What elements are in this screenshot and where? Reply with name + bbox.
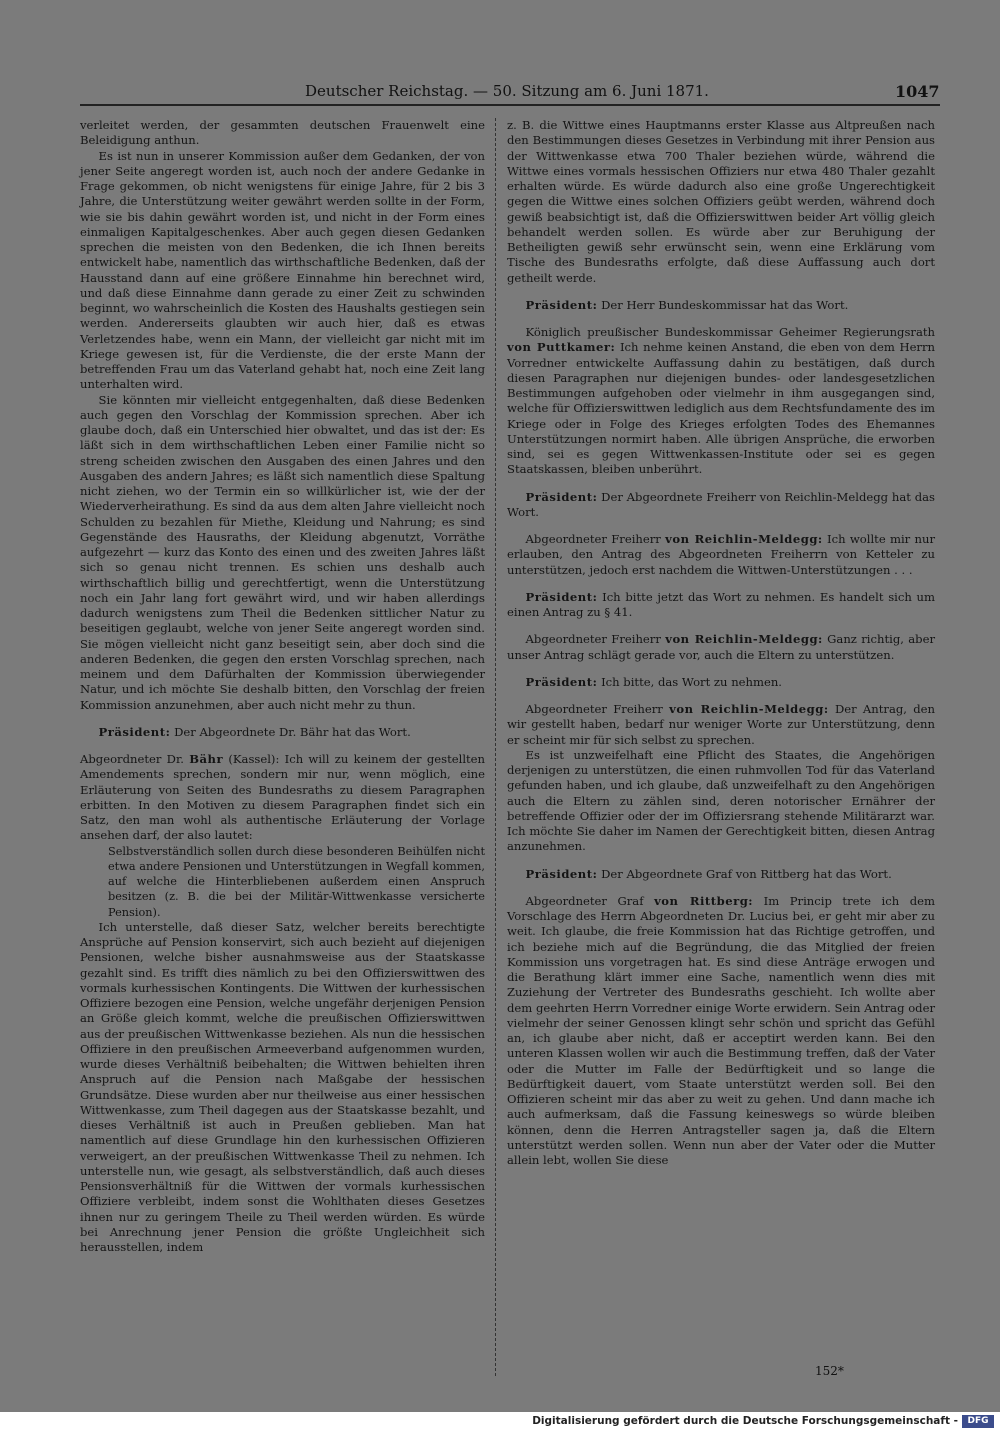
running-title: Deutscher Reichstag. — 50. Sitzung am 6. Juni 1871. (305, 82, 709, 100)
column-divider (495, 118, 497, 1376)
speaker-name: Präsident: (98, 724, 171, 739)
speaker-name: von Reichlin-Meldegg: (665, 632, 823, 647)
speaker-name: von Reichlin-Meldegg: (669, 702, 829, 716)
paragraph: verleitet werden, der gesammten deutschen Frauenwelt eine Beleidigung anthun. (80, 118, 485, 148)
paragraph (507, 702, 935, 748)
paragraph: Es ist nun in unserer Kommission außer dem Gedanken, der von jener Seite angeregt worden ist, auch noch der andere Gedanke in Frage gekommen, ob nicht wenigstens für einige Jahre, für 2 bis 3 Jahre, die Unterstützung weiter gewährt werden sollte in der Form, wie sie bis dahin gewährt worden ist, und nicht in der Form eines einmaligen Kapitalgeschenkes. Aber auch gegen diesen Gedanken sprechen die meisten von den Bedenken, die ich Ihnen bereits entwickelt habe, namentlich das wirthschaftliche Bedenken, daß der Hausstand dann auf eine größere Einnahme hin berechnet wird, und daß diese Einnahme dann gerade zu einer Zeit zu schwinden beginnt, wo wahrscheinlich die Kosten des Haushalts gestiegen sein werden. Andererseits glaubten wir auch hier, daß es etwas Verletzendes habe, wenn ein Mann, der vielleicht gar nicht mit im Kriege gewesen ist, für die Verdienste, die der erste Mann der betreffenden Frau um das Vaterland gehabt hat, noch eine Zeit lang unterhalten wird. (80, 148, 485, 392)
paragraph (80, 752, 485, 844)
speaker-text: Der Abgeordnete Graf von Rittberg hat das Wort. (601, 866, 892, 881)
speaker-line (507, 867, 935, 882)
speaker-name: Präsident: (525, 866, 598, 881)
speech-text: Ich nehme keinen Anstand, die eben von dem Herrn Vorredner entwickelte Auffassung dahin zu bestätigen, daß durch diesen Paragraphen nur diejenigen bundes- oder landesgesetzlichen Bestimmungen aufgehoben oder vielmehr in ihm ausgegangen sind, welche für Offizierswittwen lediglich aus dem Rechtsfundamente des im Kriege oder in Folge des Krieges erfolgten Todes des Ehemannes Unterstützungen normirt haben. Alle übrigen Ansprüche, die erworben sind, sei es gegen Wittwenkassen-Institute oder sei es gegen Staatskassen, bleiben unberührt. (507, 340, 935, 477)
speaker-lead: Abgeordneter Freiherr (525, 632, 661, 647)
speaker-text: Der Herr Bundeskommissar hat das Wort. (601, 297, 849, 312)
speaker-line (507, 298, 935, 313)
speaker-text: Ich bitte jetzt das Wort zu nehmen. Es handelt sich um einen Antrag zu § 41. (507, 589, 936, 619)
speech-text: (Kassel): Ich will zu keinem der gestellten Amendements sprechen, sondern mir nur, wenn möglich, eine Erläuterung von Seiten des Bundesraths zu diesem Paragraphen erbitten. In den Motiven zu diesem Paragraphen findet sich ein Satz, den man wohl als authentische Erläuterung der Vorlage ansehen darf, der also lautet: (80, 752, 486, 843)
speaker-line (80, 725, 485, 740)
speaker-line (507, 490, 935, 521)
paragraph (507, 894, 935, 1169)
paragraph: z. B. die Wittwe eines Hauptmanns erster Klasse aus Altpreußen nach den Bestimmungen dieses Gesetzes in Verbindung mit ihrer Pension aus der Wittwenkasse etwa 700 Thaler beziehen würde, während die Wittwe eines vormals hessischen Offiziers nur etwa 480 Thaler gezahlt erhalten würde. Es würde dadurch also eine große Ungerechtigkeit gegen die Wittwe eines solchen Offiziers geübt werden, während doch gewiß beabsichtigt ist, daß die Offizierswittwen beider Art völlig gleich behandelt werden sollen. Es würde aber zur Beruhigung der Betheiligten gewiß sehr erwünscht sein, wenn eine Erklärung vom Tische des Bundesraths erfolgte, daß diese Auffassung auch dort getheilt werde. (507, 118, 935, 285)
paragraph (507, 532, 935, 578)
speaker-line (507, 675, 935, 690)
speech-text: Ich wollte mir nur erlauben, den Antrag des Abgeordneten Freiherrn von Ketteler zu unterstützen, jedoch erst nachdem die Wittwen-Unterstützungen . . . (507, 532, 935, 577)
page-header (0, 78, 1000, 106)
speaker-name: Präsident: (525, 297, 598, 312)
sheet-signature: 152* (815, 1364, 844, 1378)
header-rule (80, 104, 940, 106)
speaker-name: Präsident: (525, 589, 598, 604)
speech-text: Im Princip trete ich dem Vorschlage des Herrn Abgeordneten Dr. Lucius bei, er geht mir aber zu weit. Ich glaube, die freie Kommission hat das Richtige getroffen, und ich beziehe mich auf die Begründung, die das Mitglied der freien Kommission uns vorgetragen hat. Es sind diese Anträge erwogen und die Berathung klärt immer eine Sache, namentlich wenn dies mit Zuziehung der Vertreter des Bundesraths geschieht. Ich wollte aber dem geehrten Herrn Vorredner einige Worte erwidern. Sein Antrag oder vielmehr der seiner Genossen klingt sehr schön und spricht das Gefühl an, ich glaube aber nicht, daß er acceptirt werden kann. Bei den unteren Klassen wollen wir auch die Bestimmung treffen, daß der Vater oder die Mutter im Falle der Bedürftigkeit und so lange die Bedürftigkeit dauert, vom Staate unterstützt werden soll. Bei den Offizieren scheint mir das aber zu weit zu gehen. Und dann mache ich auch aufmerksam, daß die Fassung keineswegs so würde bleiben können, denn die Herren Antragsteller sagen ja, daß die Eltern unterstützt werden sollen. Wenn nun aber der Vater oder die Mutter allein lebt, wollen Sie diese (507, 893, 936, 1167)
speaker-name: Bähr (189, 752, 224, 766)
speaker-text: Der Abgeordnete Dr. Bähr hat das Wort. (174, 724, 411, 739)
right-column (507, 118, 935, 1168)
speaker-lead: Königlich preußischer Bundeskommissar Geheimer Regierungsrath (525, 325, 935, 339)
paragraph: Sie könnten mir vielleicht entgegenhalten, daß diese Bedenken auch gegen den Vorschlag der Kommission sprechen. Aber ich glaube doch, daß ein Unterschied hier obwaltet, und das ist der: Es läßt sich in dem wirthschaftlichen Leben einer Familie nicht so streng scheiden zwischen den Ausgaben des einen Jahres und den Ausgaben des andern Jahres; es läßt sich namentlich diese Spaltung nicht ziehen, wo der Termin ein so willkürlicher ist, wie der der Wiederverheirathung. Es sind da aus dem alten Jahre vielleicht noch Schulden zu bezahlen für Miethe, Kleidung und Nahrung; es sind Gegenstände des Hausraths, der Kleidung abgenutzt, Vorräthe aufgezehrt — kurz das Konto des einen und des zweiten Jahres läßt sich so genau nicht trennen. Es schien uns deshalb auch wirthschaftlich billig und gerechtfertigt, wenn die Unterstützung noch ein Jahr lang fort gewährt wird, und wir haben allerdings dadurch wenigstens zum Theil die Bedenken sittlicher Natur zu beseitigen geglaubt, welche von jener Seite angeregt worden sind. Sie mögen vielleicht nicht ganz beseitigt sein, aber doch sind die anderen Bedenken, die gegen den ersten Vorschlag sprechen, nach meinem und dem Dafürhalten der Kommission überwiegender Natur, und ich möchte Sie deshalb bitten, den Vorschlag der freien Kommission anzunehmen, aber auch nicht mehr zu thun. (80, 392, 485, 712)
funding-credit: Digitalisierung gefördert durch die Deutsche Forschungsgemeinschaft - (532, 1415, 958, 1427)
speaker-name: von Puttkamer: (507, 340, 616, 355)
speaker-name: Präsident: (525, 489, 598, 504)
speaker-lead: Abgeordneter Freiherr (525, 702, 663, 716)
paragraph (507, 632, 935, 663)
speech-text: Ganz richtig, aber unser Antrag schlägt gerade vor, auch die Eltern zu unterstützen. (507, 632, 936, 662)
speaker-name: von Rittberg: (654, 893, 754, 908)
speaker-name: von Reichlin-Meldegg: (665, 532, 823, 546)
block-quote: Selbstverständlich sollen durch diese besonderen Beihülfen nicht etwa andere Pensionen und Unterstützungen in Wegfall kommen, auf welche die Hinterbliebenen außerdem einen Anspruch besitzen (z. B. die bei der Militär-Wittwenkasse versicherte Pension). (108, 844, 485, 919)
speech-text: Der Antrag, den wir gestellt haben, bedarf nur weniger Worte zur Unterstützung, denn er scheint mir für sich selbst zu sprechen. (507, 702, 936, 747)
speaker-lead: Abgeordneter Freiherr (525, 532, 661, 546)
dfg-logo: DFG (962, 1415, 994, 1428)
speaker-name: Präsident: (525, 674, 598, 689)
paragraph: Es ist unzweifelhaft eine Pflicht des Staates, die Angehörigen derjenigen zu unterstützen, die einen ruhmvollen Tod für das Vaterland gefunden haben, und ich glaube, daß unzweifelhaft zu den Angehörigen auch die Eltern zu zählen sind, deren notorischer Ernährer der betreffende Offizier oder der im Offiziersrang stehende Militärarzt war. Ich möchte Sie daher im Namen der Gerechtigkeit bitten, diesen Antrag anzunehmen. (507, 747, 935, 854)
footer-bar (0, 1412, 1000, 1432)
page-number: 1047 (895, 82, 940, 101)
left-column (80, 118, 485, 1255)
speaker-text: Der Abgeordnete Freiherr von Reichlin-Meldegg hat das Wort. (507, 489, 935, 519)
speaker-lead: Abgeordneter Graf (525, 893, 644, 908)
speaker-lead: Abgeordneter Dr. (80, 752, 184, 766)
speaker-line (507, 590, 935, 621)
speaker-text: Ich bitte, das Wort zu nehmen. (601, 674, 782, 689)
paragraph: Ich unterstelle, daß dieser Satz, welcher bereits berechtigte Ansprüche auf Pension konservirt, sich auch bezieht auf diejenigen Pensionen, welche bisher ausnahmsweise aus der Staatskasse gezahlt sind. Es trifft dies nämlich zu bei den Offizierswittwen des vormals kurhessischen Kontingents. Die Wittwen der kurhessischen Offiziere bezogen eine Pension, welche ungefähr derjenigen Pension an Größe gleich kommt, welche die preußischen Offizierswittwen aus der preußischen Wittwenkasse beziehen. Als nun die hessischen Offiziere in den preußischen Armeeverband aufgenommen wurden, wurde dieses Verhältniß beibehalten; die Wittwen behielten ihren Anspruch auf die Pension nach Maßgabe der hessischen Grundsätze. Diese wurden aber nur theilweise aus einer hessischen Wittwenkasse, zum Theil dagegen aus der Staatskasse bezahlt, und dieses Verhältniß ist auch in Preußen geblieben. Man hat namentlich auf diese Grundlage hin den kurhessischen Offizieren verweigert, an der preußischen Wittwenkasse Theil zu nehmen. Ich unterstelle nun, wie gesagt, als selbstverständlich, daß auch dieses Pensionsverhältniß für die Wittwen der vormals kurhessischen Offiziere verbleibt, indem sonst die Wohlthaten dieses Gesetzes ihnen nur zu geringem Theile zu Theil werden würden. Es würde bei Anrechnung jener Pension die größte Ungleichheit sich herausstellen, indem (80, 919, 485, 1254)
paragraph (507, 325, 935, 478)
